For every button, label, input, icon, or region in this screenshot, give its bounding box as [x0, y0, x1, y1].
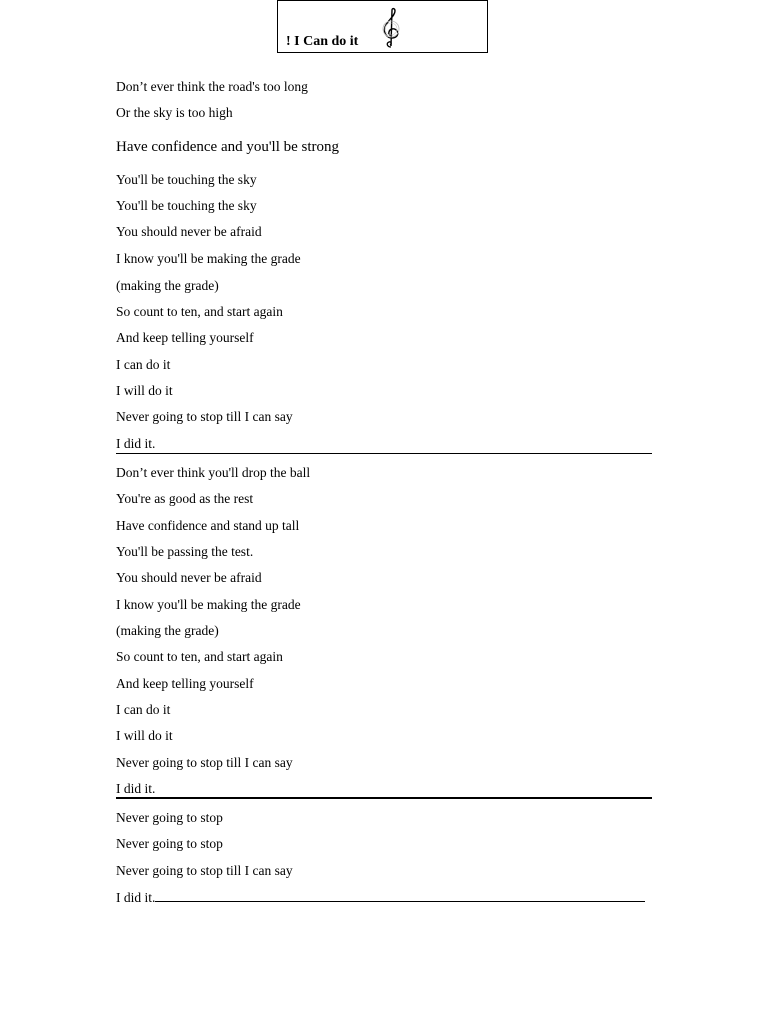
lyric-line: Never going to stop — [116, 810, 223, 825]
treble-clef-icon — [378, 7, 404, 49]
lyric-line: Never going to stop — [116, 836, 223, 851]
lyric-line: I will do it — [116, 728, 173, 743]
lyric-line: I can do it — [116, 357, 171, 372]
lyric-line: You'll be touching the sky — [116, 198, 257, 213]
lyric-line: Have confidence and stand up tall — [116, 518, 300, 533]
lyric-line: And keep telling yourself — [116, 676, 254, 691]
lyric-line: Don’t ever think you'll drop the ball — [116, 465, 311, 480]
lyric-line: Never going to stop till I can say — [116, 409, 293, 424]
lyric-line: You should never be afraid — [116, 570, 262, 585]
lyric-line: Never going to stop till I can say — [116, 755, 293, 770]
lyric-line-final — [116, 889, 645, 906]
lyric-line: I will do it — [116, 383, 173, 398]
lyric-line: I can do it — [116, 702, 171, 717]
lyric-line-final-text: I did it. — [116, 890, 156, 905]
lyric-line: Don’t ever think the road's too long — [116, 79, 308, 94]
lyric-line: I did it. — [116, 781, 156, 796]
lyric-line: You should never be afraid — [116, 224, 262, 239]
lyric-line: You're as good as the rest — [116, 491, 254, 506]
lyric-line: I know you'll be making the grade — [116, 597, 301, 612]
lyric-line: (making the grade) — [116, 623, 219, 638]
lyric-line: And keep telling yourself — [116, 330, 254, 345]
lyric-line: So count to ten, and start again — [116, 304, 283, 319]
lyric-line: You'll be touching the sky — [116, 172, 257, 187]
section-divider — [116, 453, 652, 454]
page-title: ! I Can do it — [286, 34, 359, 49]
lyric-line: Never going to stop till I can say — [116, 863, 293, 878]
lyric-line: I know you'll be making the grade — [116, 251, 301, 266]
lyric-line: (making the grade) — [116, 278, 219, 293]
lyric-line: Have confidence and you'll be strong — [116, 139, 340, 155]
title-box — [277, 0, 488, 53]
lyric-line: So count to ten, and start again — [116, 649, 283, 664]
lyric-line: Or the sky is too high — [116, 105, 233, 120]
section-divider — [116, 797, 652, 799]
lyric-line: I did it. — [116, 436, 156, 451]
lyric-line: You'll be passing the test. — [116, 544, 254, 559]
blank-underline — [155, 889, 645, 902]
